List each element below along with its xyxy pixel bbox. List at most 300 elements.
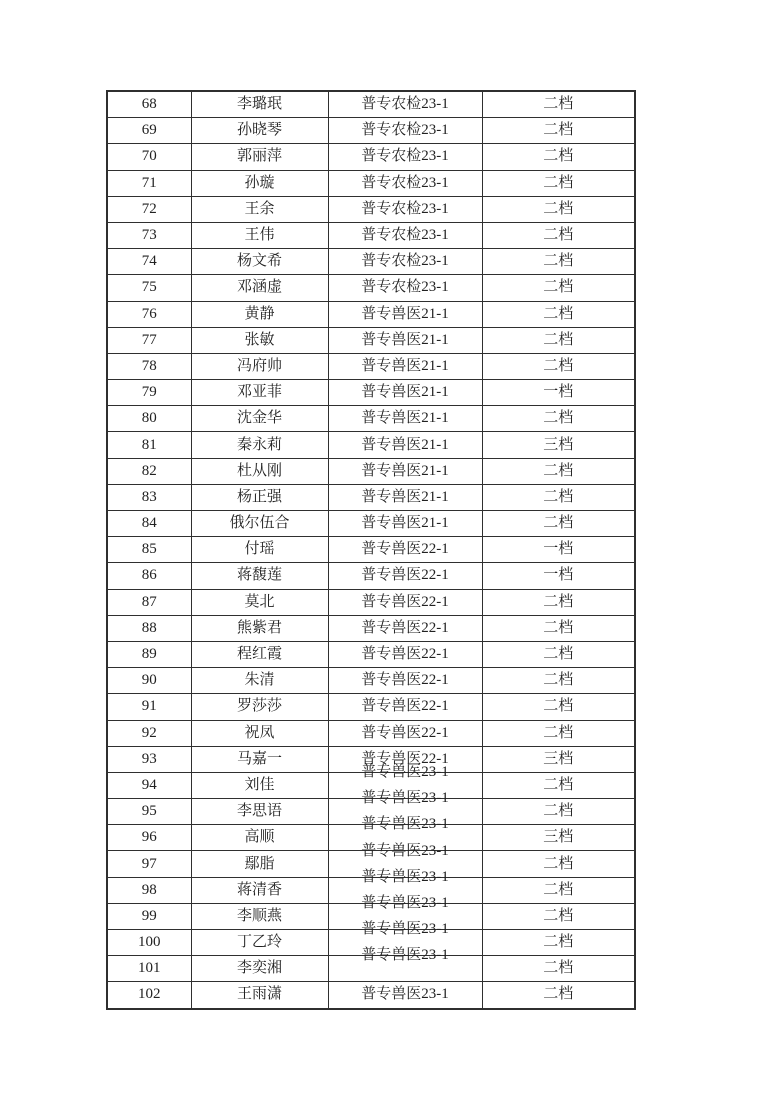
class-name-cell: [328, 589, 482, 615]
row-number-cell-text: 77: [141, 331, 157, 348]
row-number-cell-text: 100: [138, 934, 161, 951]
grade-cell: [482, 537, 635, 563]
row-number-cell-text: 83: [141, 488, 157, 505]
student-name-cell-text: 黄静: [244, 305, 275, 322]
row-number-cell-text: 88: [141, 619, 157, 636]
class-name-cell: [328, 484, 482, 510]
student-name-cell: [191, 877, 328, 903]
class-name-cell: [328, 170, 482, 196]
table-row: [107, 170, 635, 196]
table-row: [107, 511, 635, 537]
student-name-cell-text: 朱清: [244, 672, 275, 689]
student-name-cell: [191, 249, 328, 275]
grade-cell-text: 二档: [543, 593, 574, 610]
grade-cell-text: 二档: [543, 357, 574, 374]
grade-cell: [482, 118, 635, 144]
grade-cell: [482, 694, 635, 720]
student-name-cell-text: 丁乙玲: [236, 934, 282, 951]
student-name-cell-text: 孙晓琴: [236, 122, 282, 139]
student-name-cell: [191, 930, 328, 956]
student-name-cell: [191, 982, 328, 1009]
table-row: [107, 589, 635, 615]
class-name-cell-text: 普专兽医22-1: [361, 750, 449, 767]
grade-cell-text: 二档: [543, 488, 574, 505]
row-number-cell-text: 92: [141, 724, 157, 741]
grade-cell: [482, 432, 635, 458]
student-name-cell-text: 杨正强: [236, 488, 282, 505]
grade-cell: [482, 196, 635, 222]
row-number-cell: [107, 222, 191, 248]
class-name-cell-text: 普专兽医23-1: [361, 816, 449, 833]
row-number-cell-text: 73: [141, 227, 157, 244]
grade-cell-text: 二档: [543, 331, 574, 348]
grade-cell: [482, 563, 635, 589]
row-number-cell-text: 86: [141, 567, 157, 584]
student-name-cell: [191, 301, 328, 327]
row-number-cell-text: 74: [141, 253, 157, 270]
grade-cell-text: 二档: [543, 803, 574, 820]
student-name-cell-text: 付瑶: [244, 541, 275, 558]
grade-cell: [482, 877, 635, 903]
class-name-cell: [328, 615, 482, 641]
class-name-cell: [328, 380, 482, 406]
student-name-cell-text: 沈金华: [236, 410, 282, 427]
student-name-cell-text: 王伟: [244, 227, 275, 244]
class-name-cell-text: 普专兽医22-1: [361, 593, 449, 610]
grade-cell-text: 二档: [543, 148, 574, 165]
grade-cell-text: 二档: [543, 672, 574, 689]
row-number-cell: [107, 615, 191, 641]
row-number-cell-text: 87: [141, 593, 157, 610]
grade-cell-text: 二档: [543, 200, 574, 217]
table-row: [107, 982, 635, 1009]
grade-cell-text: 二档: [543, 253, 574, 270]
student-name-cell: [191, 432, 328, 458]
grade-cell-text: 二档: [543, 724, 574, 741]
class-name-cell: [328, 249, 482, 275]
grade-cell-text: 二档: [543, 646, 574, 663]
class-name-cell-text: 普专兽医22-1: [361, 541, 449, 558]
class-name-cell-text: 普专兽医23-1: [361, 790, 449, 807]
row-number-cell: [107, 746, 191, 772]
grade-cell: [482, 982, 635, 1009]
table-row: [107, 91, 635, 118]
student-name-cell-text: 李璐珉: [236, 96, 282, 113]
student-name-cell: [191, 825, 328, 851]
grade-cell: [482, 458, 635, 484]
table-row: [107, 956, 635, 982]
class-name-cell: [328, 91, 482, 118]
class-name-cell-text: 普专兽医22-1: [361, 567, 449, 584]
grade-cell: [482, 930, 635, 956]
grade-cell: [482, 170, 635, 196]
row-number-cell-text: 82: [141, 462, 157, 479]
grade-cell-text: 二档: [543, 907, 574, 924]
student-name-cell: [191, 170, 328, 196]
student-name-cell-text: 邓涵虚: [236, 279, 282, 296]
student-name-cell: [191, 641, 328, 667]
grade-cell: [482, 406, 635, 432]
class-name-cell-text: 普专兽医22-1: [361, 619, 449, 636]
row-number-cell-text: 69: [141, 122, 157, 139]
student-name-cell-text: 孙璇: [244, 174, 275, 191]
grade-cell-text: 二档: [543, 227, 574, 244]
row-number-cell-text: 70: [141, 148, 157, 165]
student-name-cell: [191, 380, 328, 406]
class-name-cell-text: 普专兽医21-1: [361, 436, 449, 453]
row-number-cell-text: 71: [141, 174, 157, 191]
row-number-cell: [107, 799, 191, 825]
class-name-cell-text: 普专兽医21-1: [361, 410, 449, 427]
class-name-cell-text: 普专农检23-1: [361, 122, 449, 139]
row-number-cell: [107, 563, 191, 589]
row-number-cell-text: 97: [141, 855, 157, 872]
grade-cell: [482, 353, 635, 379]
student-name-cell-text: 祝凤: [244, 724, 275, 741]
grade-cell-text: 二档: [543, 619, 574, 636]
class-name-cell-text: 普专兽医23-1: [361, 921, 449, 938]
row-number-cell-text: 75: [141, 279, 157, 296]
class-name-cell-text: 普专农检23-1: [361, 148, 449, 165]
row-number-cell-text: 84: [141, 515, 157, 532]
class-name-cell: [328, 432, 482, 458]
table-row: [107, 144, 635, 170]
grade-cell: [482, 275, 635, 301]
grade-cell: [482, 641, 635, 667]
class-name-cell: [328, 720, 482, 746]
table-row: [107, 118, 635, 144]
row-number-cell-text: 98: [141, 881, 157, 898]
student-name-cell: [191, 563, 328, 589]
row-number-cell-text: 94: [141, 776, 157, 793]
table-body: [107, 91, 635, 1009]
grade-cell: [482, 222, 635, 248]
student-name-cell: [191, 615, 328, 641]
row-number-cell-text: 72: [141, 200, 157, 217]
row-number-cell: [107, 982, 191, 1009]
grade-cell-text: 二档: [543, 462, 574, 479]
student-name-cell: [191, 222, 328, 248]
student-name-cell: [191, 537, 328, 563]
student-name-cell-text: 俄尔伍合: [229, 515, 290, 532]
row-number-cell: [107, 353, 191, 379]
student-name-cell: [191, 327, 328, 353]
row-number-cell: [107, 641, 191, 667]
row-number-cell: [107, 851, 191, 877]
class-name-cell: [328, 406, 482, 432]
grade-cell-text: 二档: [543, 776, 574, 793]
row-number-cell: [107, 458, 191, 484]
student-name-cell-text: 邓亚菲: [236, 384, 282, 401]
grade-cell-text: 二档: [543, 410, 574, 427]
class-name-cell-text: 普专农检23-1: [361, 174, 449, 191]
student-name-cell-text: 王雨潇: [236, 986, 282, 1003]
student-name-cell-text: 杜从刚: [236, 462, 282, 479]
student-name-cell-text: 李思语: [236, 803, 282, 820]
row-number-cell-text: 102: [138, 986, 161, 1003]
class-name-cell-text: 普专农检23-1: [361, 227, 449, 244]
grade-cell: [482, 91, 635, 118]
row-number-cell: [107, 275, 191, 301]
student-name-cell-text: 鄢脂: [244, 855, 275, 872]
student-name-cell: [191, 275, 328, 301]
grade-cell-text: 二档: [543, 986, 574, 1003]
grade-cell-text: 三档: [543, 436, 574, 453]
class-name-cell-text: 普专兽医21-1: [361, 515, 449, 532]
student-name-cell-text: 李顺燕: [236, 907, 282, 924]
row-number-cell: [107, 903, 191, 929]
class-name-cell: [328, 694, 482, 720]
grade-cell: [482, 511, 635, 537]
class-name-cell: [328, 458, 482, 484]
grade-cell: [482, 327, 635, 353]
row-number-cell: [107, 511, 191, 537]
grade-cell-text: 一档: [543, 384, 574, 401]
student-name-cell: [191, 458, 328, 484]
student-name-cell: [191, 144, 328, 170]
row-number-cell-text: 96: [141, 829, 157, 846]
table-row: [107, 222, 635, 248]
class-name-cell-text: 普专兽医23-1: [361, 842, 449, 859]
row-number-cell-text: 95: [141, 803, 157, 820]
table-row: [107, 563, 635, 589]
class-name-cell-text: 普专兽医22-1: [361, 672, 449, 689]
row-number-cell: [107, 301, 191, 327]
row-number-cell-text: 101: [138, 960, 161, 977]
grade-cell: [482, 746, 635, 772]
grade-cell: [482, 956, 635, 982]
row-number-cell-text: 68: [141, 96, 157, 113]
grade-cell: [482, 249, 635, 275]
row-number-cell: [107, 930, 191, 956]
row-number-cell: [107, 720, 191, 746]
student-grade-table: [106, 90, 636, 1010]
grade-cell-text: 一档: [543, 567, 574, 584]
student-name-cell: [191, 799, 328, 825]
grade-cell: [482, 380, 635, 406]
grade-cell: [482, 484, 635, 510]
class-name-cell: [328, 196, 482, 222]
student-name-cell: [191, 91, 328, 118]
class-name-cell-text: 普专农检23-1: [361, 279, 449, 296]
row-number-cell: [107, 825, 191, 851]
grade-cell-text: 二档: [543, 305, 574, 322]
row-number-cell: [107, 249, 191, 275]
table-row: [107, 275, 635, 301]
student-name-cell-text: 熊紫君: [236, 619, 282, 636]
row-number-cell: [107, 772, 191, 798]
class-name-cell-text: 普专农检23-1: [361, 253, 449, 270]
class-name-cell-text: 普专兽医22-1: [361, 724, 449, 741]
class-name-cell: [328, 301, 482, 327]
class-name-cell: [328, 668, 482, 694]
student-name-cell: [191, 484, 328, 510]
row-number-cell-text: 76: [141, 305, 157, 322]
table-row: [107, 668, 635, 694]
row-number-cell-text: 85: [141, 541, 157, 558]
row-number-cell-text: 81: [141, 436, 157, 453]
class-name-cell-text: 普专农检23-1: [361, 96, 449, 113]
grade-cell-text: 一档: [543, 541, 574, 558]
student-name-cell: [191, 511, 328, 537]
student-name-cell-text: 张敏: [244, 331, 275, 348]
grade-cell-text: 二档: [543, 698, 574, 715]
student-name-cell: [191, 196, 328, 222]
table-row: [107, 641, 635, 667]
class-name-cell-text: 普专兽医21-1: [361, 357, 449, 374]
student-name-cell: [191, 406, 328, 432]
student-name-cell: [191, 746, 328, 772]
row-number-cell-text: 90: [141, 672, 157, 689]
student-name-cell: [191, 118, 328, 144]
class-name-cell-text: 普专兽医22-1: [361, 698, 449, 715]
student-name-cell: [191, 668, 328, 694]
grade-cell-text: 三档: [543, 829, 574, 846]
grade-cell: [482, 144, 635, 170]
row-number-cell: [107, 694, 191, 720]
row-number-cell-text: 91: [141, 698, 157, 715]
row-number-cell: [107, 144, 191, 170]
student-name-cell: [191, 851, 328, 877]
student-name-cell: [191, 694, 328, 720]
table-row: [107, 615, 635, 641]
grade-cell-text: 二档: [543, 881, 574, 898]
class-name-cell-text: 普专兽医21-1: [361, 488, 449, 505]
row-number-cell: [107, 589, 191, 615]
class-name-cell-text: 普专兽医23-1: [361, 868, 449, 885]
student-name-cell: [191, 353, 328, 379]
class-name-cell-text: 普专兽医21-1: [361, 331, 449, 348]
student-name-cell-text: 蒋清香: [236, 881, 282, 898]
class-name-cell: [328, 537, 482, 563]
student-name-cell: [191, 720, 328, 746]
student-name-cell-text: 冯府帅: [236, 357, 282, 374]
class-name-cell-text: 普专兽医22-1: [361, 646, 449, 663]
row-number-cell: [107, 91, 191, 118]
student-name-cell-text: 莫北: [244, 593, 275, 610]
grade-cell-text: 二档: [543, 960, 574, 977]
class-name-cell: [328, 327, 482, 353]
student-name-cell-text: 程红霞: [236, 646, 282, 663]
student-name-cell-text: 杨文希: [236, 253, 282, 270]
table-row: [107, 380, 635, 406]
table-row: [107, 694, 635, 720]
class-name-cell: [328, 353, 482, 379]
student-name-cell: [191, 589, 328, 615]
table-row: [107, 196, 635, 222]
grade-cell: [482, 772, 635, 798]
grade-cell: [482, 903, 635, 929]
class-name-cell: [328, 982, 482, 1009]
class-name-cell-text: 普专兽医21-1: [361, 305, 449, 322]
table-row: [107, 327, 635, 353]
row-number-cell: [107, 380, 191, 406]
table-row: [107, 537, 635, 563]
row-number-cell-text: 78: [141, 357, 157, 374]
student-name-cell-text: 秦永莉: [236, 436, 282, 453]
row-number-cell-text: 79: [141, 384, 157, 401]
grade-cell-text: 二档: [543, 279, 574, 296]
student-name-cell: [191, 772, 328, 798]
grade-cell-text: 二档: [543, 515, 574, 532]
grade-cell: [482, 851, 635, 877]
student-name-cell: [191, 956, 328, 982]
class-name-cell: [328, 144, 482, 170]
row-number-cell: [107, 432, 191, 458]
class-name-cell-text: 普专兽医23-1: [361, 947, 449, 964]
table-row: [107, 720, 635, 746]
class-name-cell: [328, 947, 482, 982]
grade-cell: [482, 668, 635, 694]
table-row: [107, 406, 635, 432]
grade-cell-text: 二档: [543, 855, 574, 872]
grade-cell-text: 二档: [543, 122, 574, 139]
class-name-cell: [328, 511, 482, 537]
student-name-cell-text: 高顺: [244, 829, 275, 846]
grade-cell: [482, 825, 635, 851]
table-row: [107, 353, 635, 379]
grade-cell-text: 二档: [543, 174, 574, 191]
student-name-cell-text: 郭丽萍: [236, 148, 282, 165]
grade-cell: [482, 589, 635, 615]
class-name-cell-text: 普专兽医23-1: [361, 986, 449, 1003]
row-number-cell: [107, 170, 191, 196]
class-name-cell-text: 普专兽医21-1: [361, 384, 449, 401]
grade-cell-text: 二档: [543, 96, 574, 113]
row-number-cell: [107, 196, 191, 222]
row-number-cell: [107, 327, 191, 353]
class-name-cell: [328, 275, 482, 301]
grade-cell: [482, 799, 635, 825]
grade-cell-text: 二档: [543, 934, 574, 951]
table-row: [107, 484, 635, 510]
student-name-cell-text: 李奕湘: [236, 960, 282, 977]
table-row: [107, 301, 635, 327]
student-name-cell: [191, 903, 328, 929]
row-number-cell-text: 80: [141, 410, 157, 427]
row-number-cell-text: 93: [141, 750, 157, 767]
row-number-cell: [107, 537, 191, 563]
row-number-cell: [107, 118, 191, 144]
grade-cell: [482, 615, 635, 641]
row-number-cell: [107, 956, 191, 982]
class-name-cell-text: 普专兽医23-1: [361, 894, 449, 911]
table-row: [107, 458, 635, 484]
row-number-cell-text: 99: [141, 907, 157, 924]
class-name-cell-text: 普专兽医21-1: [361, 462, 449, 479]
row-number-cell: [107, 668, 191, 694]
class-name-cell: [328, 118, 482, 144]
grade-cell-text: 三档: [543, 750, 574, 767]
class-name-cell: [328, 563, 482, 589]
grade-cell: [482, 720, 635, 746]
row-number-cell: [107, 877, 191, 903]
table-row: [107, 249, 635, 275]
student-name-cell-text: 蒋馥莲: [236, 567, 282, 584]
class-name-cell-text: 普专兽医23-1: [361, 763, 449, 780]
student-name-cell-text: 王余: [244, 200, 275, 217]
class-name-cell: [328, 222, 482, 248]
student-name-cell-text: 罗莎莎: [236, 698, 282, 715]
row-number-cell-text: 89: [141, 646, 157, 663]
class-name-cell-text: 普专农检23-1: [361, 200, 449, 217]
class-name-cell: [328, 641, 482, 667]
student-name-cell-text: 刘佳: [244, 776, 275, 793]
row-number-cell: [107, 484, 191, 510]
table-row: [107, 432, 635, 458]
grade-cell: [482, 301, 635, 327]
student-name-cell-text: 马嘉一: [236, 750, 282, 767]
